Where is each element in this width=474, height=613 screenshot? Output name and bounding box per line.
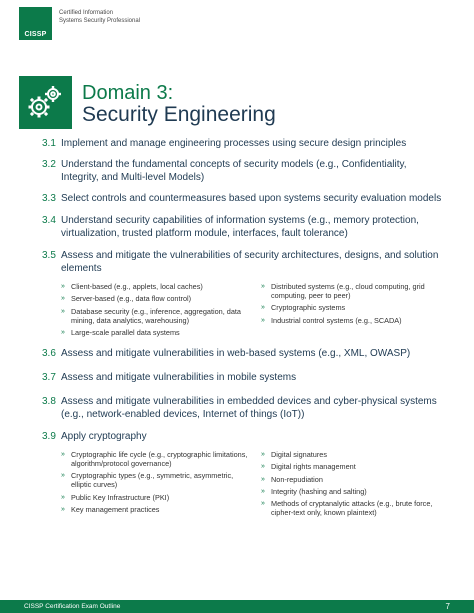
list-item: » Non-repudiation (261, 474, 323, 484)
section-text: Understand security capabilities of information systems (e.g., memory protection, virtualization, trusted platform module, interfaces, fault tolerance) (61, 215, 419, 239)
page-number: 7 (445, 602, 450, 611)
section-text: Implement and manage engineering processes using secure design principles (61, 138, 407, 149)
list-item: » Integrity (hashing and salting) (261, 486, 367, 496)
logo-subtitle-line2: Systems Security Professional (59, 17, 141, 24)
domain-subtitle: Security Engineering (82, 103, 276, 126)
list-item: » Distributed systems (e.g., cloud computing, grid computing, peer to peer) (261, 282, 425, 300)
gears-icon (19, 76, 72, 129)
list-item: » Key management practices (61, 504, 160, 514)
list-item: » Cryptographic systems (261, 303, 346, 313)
section-number: 3.6 (42, 348, 56, 359)
section-text: Assess and mitigate vulnerabilities in web-based systems (e.g., XML, OWASP) (61, 348, 411, 359)
list-item: » Industrial control systems (e.g., SCADA) (261, 315, 402, 325)
section-number: 3.7 (42, 372, 56, 383)
list-item: » Digital signatures (261, 450, 327, 459)
list-item: » Methods of cryptanalytic attacks (e.g., brute force, cipher-text only, known plaintext) (261, 499, 433, 518)
bullet-column-right (261, 282, 451, 340)
list-item: » Public Key Infrastructure (PKI) (61, 492, 170, 502)
footer-bar (0, 600, 474, 613)
section-text: Understand the fundamental concepts of security models (e.g., Confidentiality, Integrity, and Multi-level Models) (61, 159, 407, 183)
section-number: 3.2 (42, 159, 56, 170)
section-text: Assess and mitigate the vulnerabilities of security architectures, designs, and solution elements (61, 250, 439, 274)
section-3-3 (42, 193, 442, 206)
bullets-3-5 (61, 282, 451, 340)
bullets-3-9 (61, 450, 451, 520)
section-3-2 (42, 159, 442, 184)
logo-subtitle-line1: Certified Information (59, 10, 114, 16)
list-item: » Database security (e.g., inference, aggregation, data mining, data analytics, warehousing) (61, 306, 241, 325)
section-number: 3.4 (42, 215, 56, 226)
section-3-4 (42, 215, 442, 240)
list-item: » Digital rights management (261, 462, 356, 472)
logo-text: CISSP (24, 31, 47, 38)
section-number: 3.8 (42, 396, 56, 407)
section-text: Select controls and countermeasures based upon systems security evaluation models (61, 193, 442, 204)
list-item: » Client-based (e.g., applets, local caches) (61, 282, 203, 291)
list-item: » Large-scale parallel data systems (61, 327, 180, 337)
section-number: 3.1 (42, 138, 56, 149)
section-3-1 (42, 138, 442, 151)
section-number: 3.5 (42, 250, 56, 261)
list-item: » Cryptographic life cycle (e.g., cryptographic limitations, algorithm/protocol governance) (61, 450, 248, 468)
cissp-logo (19, 7, 52, 40)
section-number: 3.3 (42, 193, 56, 204)
section-text: Assess and mitigate vulnerabilities in mobile systems (61, 372, 297, 383)
section-text: Apply cryptography (61, 431, 147, 442)
list-item: » Server-based (e.g., data flow control) (61, 294, 192, 304)
bullet-column-left (61, 450, 253, 520)
section-number: 3.9 (42, 431, 56, 442)
section-3-9 (42, 431, 442, 444)
domain-title: Domain 3: (82, 82, 174, 104)
footer-title: CISSP Certification Exam Outline (24, 603, 121, 610)
section-3-6 (42, 348, 442, 361)
logo-subtitle (59, 10, 140, 25)
section-3-7 (42, 372, 442, 385)
list-item: » Cryptographic types (e.g., symmetric, asymmetric, elliptic curves) (61, 471, 234, 490)
section-text: Assess and mitigate vulnerabilities in embedded devices and cyber-physical systems (e.g., network-enabled devices, Internet of things (IoT)) (61, 396, 437, 420)
section-3-5 (42, 250, 442, 275)
bullet-column-left (61, 282, 253, 340)
bullet-column-right (261, 450, 451, 520)
section-3-8 (42, 396, 442, 421)
